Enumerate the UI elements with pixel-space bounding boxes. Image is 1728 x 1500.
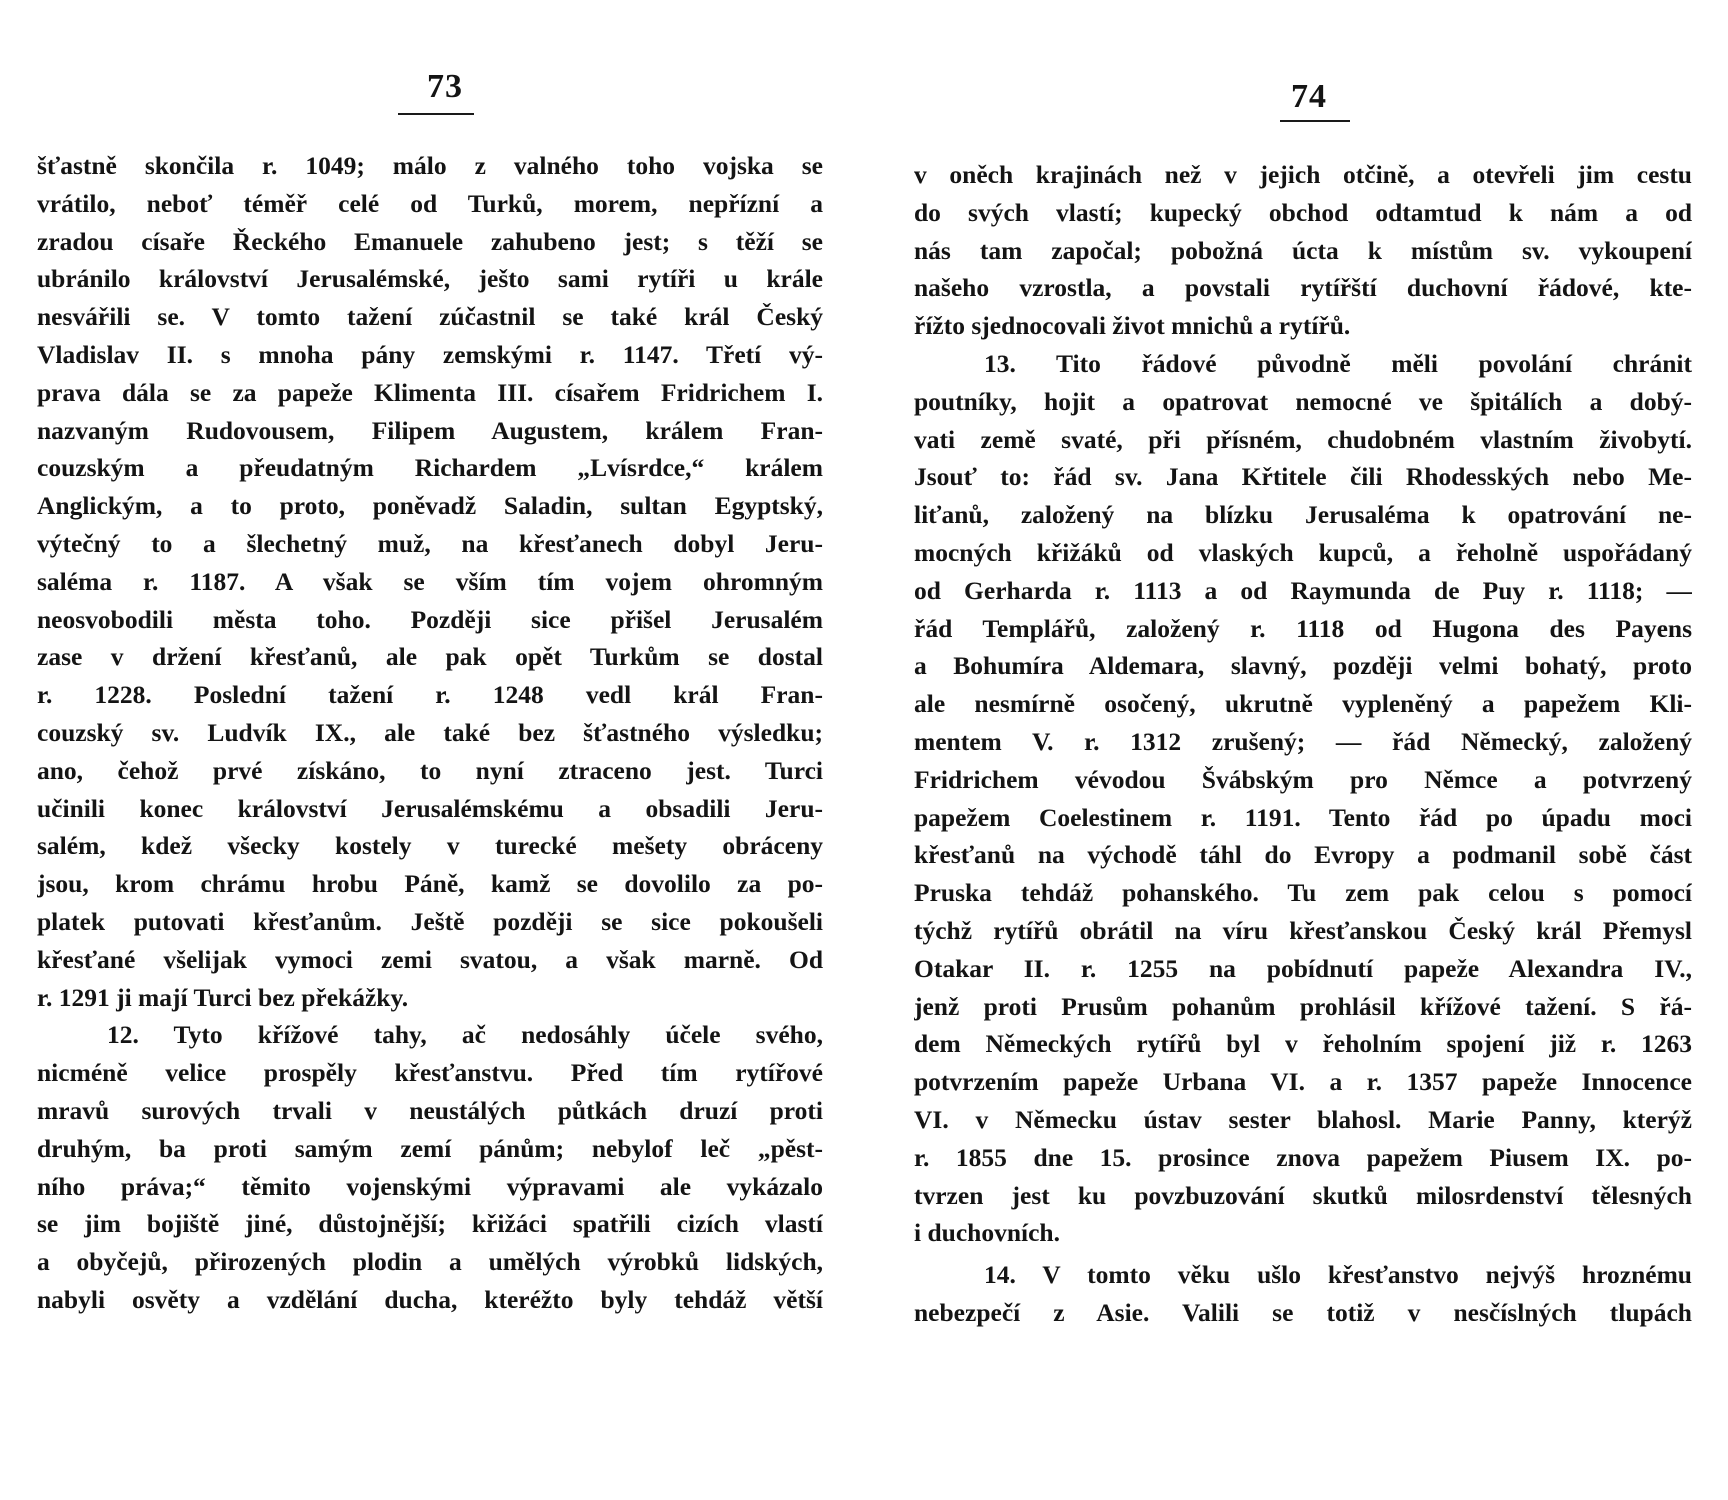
- text-line: nás tam započal; pobožná úcta k místům sv. vykoupení: [914, 235, 1692, 265]
- text-line: salém, kdež všecky kostely v turecké mešety obráceny: [37, 831, 823, 861]
- text-line: zradou císaře Řeckého Emanuele zahubeno jest; s těží se: [37, 226, 823, 256]
- text-line: i duchovních.: [914, 1218, 1060, 1248]
- text-line: neosvobodili města toho. Později sice přišel Jerusalém: [37, 604, 823, 634]
- text-line: papežem Coelestinem r. 1191. Tento řád po úpadu moci: [914, 802, 1692, 832]
- page-number-left: 73: [427, 68, 463, 105]
- page-number-rule-left: [398, 113, 474, 115]
- text-line: Otakar II. r. 1255 na pobídnutí papeže Alexandra IV.,: [914, 953, 1692, 983]
- text-line: jenž proti Prusům pohanům prohlásil křížové tažení. S řá-: [914, 991, 1692, 1021]
- text-line: couzským a přeudatným Richardem „Lvísrdce,“ králem: [37, 453, 823, 483]
- text-line: liťanů, založený na blízku Jerusaléma k opatrování ne-: [914, 500, 1692, 530]
- text-line: nabyli osvěty a vzdělání ducha, kteréžto byly tehdáž větší: [37, 1284, 823, 1314]
- text-line: nicméně velice prospěly křesťanstvu. Před tím rytířové: [37, 1058, 823, 1088]
- text-line: tvrzen jest ku povzbuzování skutků milosrdenství tělesných: [914, 1180, 1692, 1210]
- text-line: jsou, krom chrámu hrobu Páně, kamž se dovolilo za po-: [37, 869, 823, 899]
- left-page-text: [37, 147, 823, 1319]
- page-number-rule-right: [1280, 120, 1350, 122]
- text-line: a obyčejů, přirozených plodin a umělých výrobků lidských,: [37, 1247, 823, 1277]
- text-line: saléma r. 1187. A však se vším tím vojem ohromným: [37, 566, 823, 596]
- paragraph-start-line: 13. Tito řádové původně měli povolání chránit: [984, 348, 1692, 378]
- text-line: se jim bojiště jiné, důstojnější; křižáci spatřili cizích vlastí: [37, 1209, 823, 1239]
- paragraph-start-line: 14. V tomto věku ušlo křesťanstvo nejvýš hroznému: [984, 1260, 1692, 1290]
- text-line: potvrzením papeže Urbana VI. a r. 1357 papeže Innocence: [914, 1067, 1692, 1097]
- text-line: ano, čehož prvé získáno, to nyní ztraceno jest. Turci: [37, 755, 823, 785]
- text-line: Anglickým, a to proto, poněvadž Saladin, sultan Egyptský,: [37, 491, 823, 521]
- text-line: vati země svaté, při přísném, chudobném vlastním živobytí.: [914, 424, 1692, 454]
- text-line: r. 1855 dne 15. prosince znova papežem Piusem IX. po-: [914, 1142, 1692, 1172]
- text-line: řád Templářů, založený r. 1118 od Hugona des Payens: [914, 613, 1692, 643]
- text-line: ního práva;“ těmito vojenskými výpravami ale vykázalo: [37, 1171, 823, 1201]
- text-line: výtečný to a šlechetný muž, na křesťanech dobyl Jeru-: [37, 528, 823, 558]
- text-line: v oněch krajinách než v jejich otčině, a otevřeli jim cestu: [914, 160, 1692, 189]
- text-line: nebezpečí z Asie. Valili se totiž v nesčíslných tlupách: [914, 1297, 1692, 1327]
- text-line: učinili konec království Jerusalémskému a obsadili Jeru-: [37, 793, 823, 823]
- text-line: týchž rytířů obrátil na víru křesťanskou Český král Přemysl: [914, 915, 1692, 945]
- text-line: nazvaným Rudovousem, Filipem Augustem, králem Fran-: [37, 415, 823, 445]
- text-line: Vladislav II. s mnoha pány zemskými r. 1147. Třetí vý-: [37, 339, 823, 369]
- text-line: našeho vzrostla, a povstali rytířští duchovní řádové, kte-: [914, 273, 1692, 303]
- right-page-text: [914, 156, 1692, 1332]
- text-line: Fridrichem vévodou Švábským pro Němce a potvrzený: [914, 764, 1692, 794]
- text-line: Jsouť to: řád sv. Jana Křtitele čili Rhodesských nebo Me-: [914, 462, 1692, 492]
- text-line: a Bohumíra Aldemara, slavný, později velmi bohatý, proto: [914, 651, 1692, 681]
- text-line: od Gerharda r. 1113 a od Raymunda de Puy r. 1118; —: [914, 575, 1692, 605]
- text-line: nesvářili se. V tomto tažení zúčastnil se také král Český: [37, 302, 823, 332]
- text-line: couzský sv. Ludvík IX., ale také bez šťastného výsledku;: [37, 717, 823, 747]
- text-line: do svých vlastí; kupecký obchod odtamtud k nám a od: [914, 197, 1692, 227]
- text-line: Pruska tehdáž pohanského. Tu zem pak celou s pomocí: [914, 878, 1692, 908]
- text-line: dem Německých rytířů byl v řeholním spojení již r. 1263: [914, 1029, 1692, 1059]
- text-line: řížto sjednocovali život mnichů a rytířů.: [914, 311, 1351, 341]
- text-line: VI. v Německu ústav sester blahosl. Marie Panny, kterýž: [914, 1104, 1692, 1134]
- paragraph-start-line: 12. Tyto křížové tahy, ač nedosáhly účele svého,: [107, 1020, 823, 1050]
- text-line: ale nesmírně osočený, ukrutně vypleněný a papežem Kli-: [914, 689, 1692, 719]
- text-line: mravů surových trvali v neustálých půtkách druzí proti: [37, 1095, 823, 1125]
- text-line: prava dála se za papeže Klimenta III. císařem Fridrichem I.: [37, 377, 823, 407]
- page-number-right: 74: [1291, 78, 1327, 115]
- text-line: mocných křižáků od vlaských kupců, a řeholně uspořádaný: [914, 537, 1692, 567]
- text-line: křesťanů na východě táhl do Evropy a podmanil sobě část: [914, 840, 1692, 870]
- text-line: šťastně skončila r. 1049; málo z valného toho vojska se: [37, 151, 823, 180]
- text-line: r. 1228. Poslední tažení r. 1248 vedl král Fran-: [37, 680, 823, 710]
- text-line: druhým, ba proti samým zemí pánům; nebylof leč „pěst-: [37, 1133, 823, 1163]
- text-line: křesťané všelijak vymoci zemi svatou, a však marně. Od: [37, 944, 823, 974]
- text-line: platek putovati křesťanům. Ještě později se sice pokoušeli: [37, 906, 823, 936]
- text-line: ubránilo království Jerusalémské, ješto sami rytíři u krále: [37, 264, 823, 294]
- text-line: zase v držení křesťanů, ale pak opět Turkům se dostal: [37, 642, 823, 672]
- text-line: vrátilo, neboť téměř celé od Turků, morem, nepřízní a: [37, 188, 823, 218]
- text-line: r. 1291 ji mají Turci bez překážky.: [37, 982, 409, 1012]
- text-line: poutníky, hojit a opatrovat nemocné ve špitálích a dobý-: [914, 386, 1692, 416]
- text-line: mentem V. r. 1312 zrušený; — řád Německý, založený: [914, 726, 1692, 756]
- right-page: [864, 0, 1728, 1500]
